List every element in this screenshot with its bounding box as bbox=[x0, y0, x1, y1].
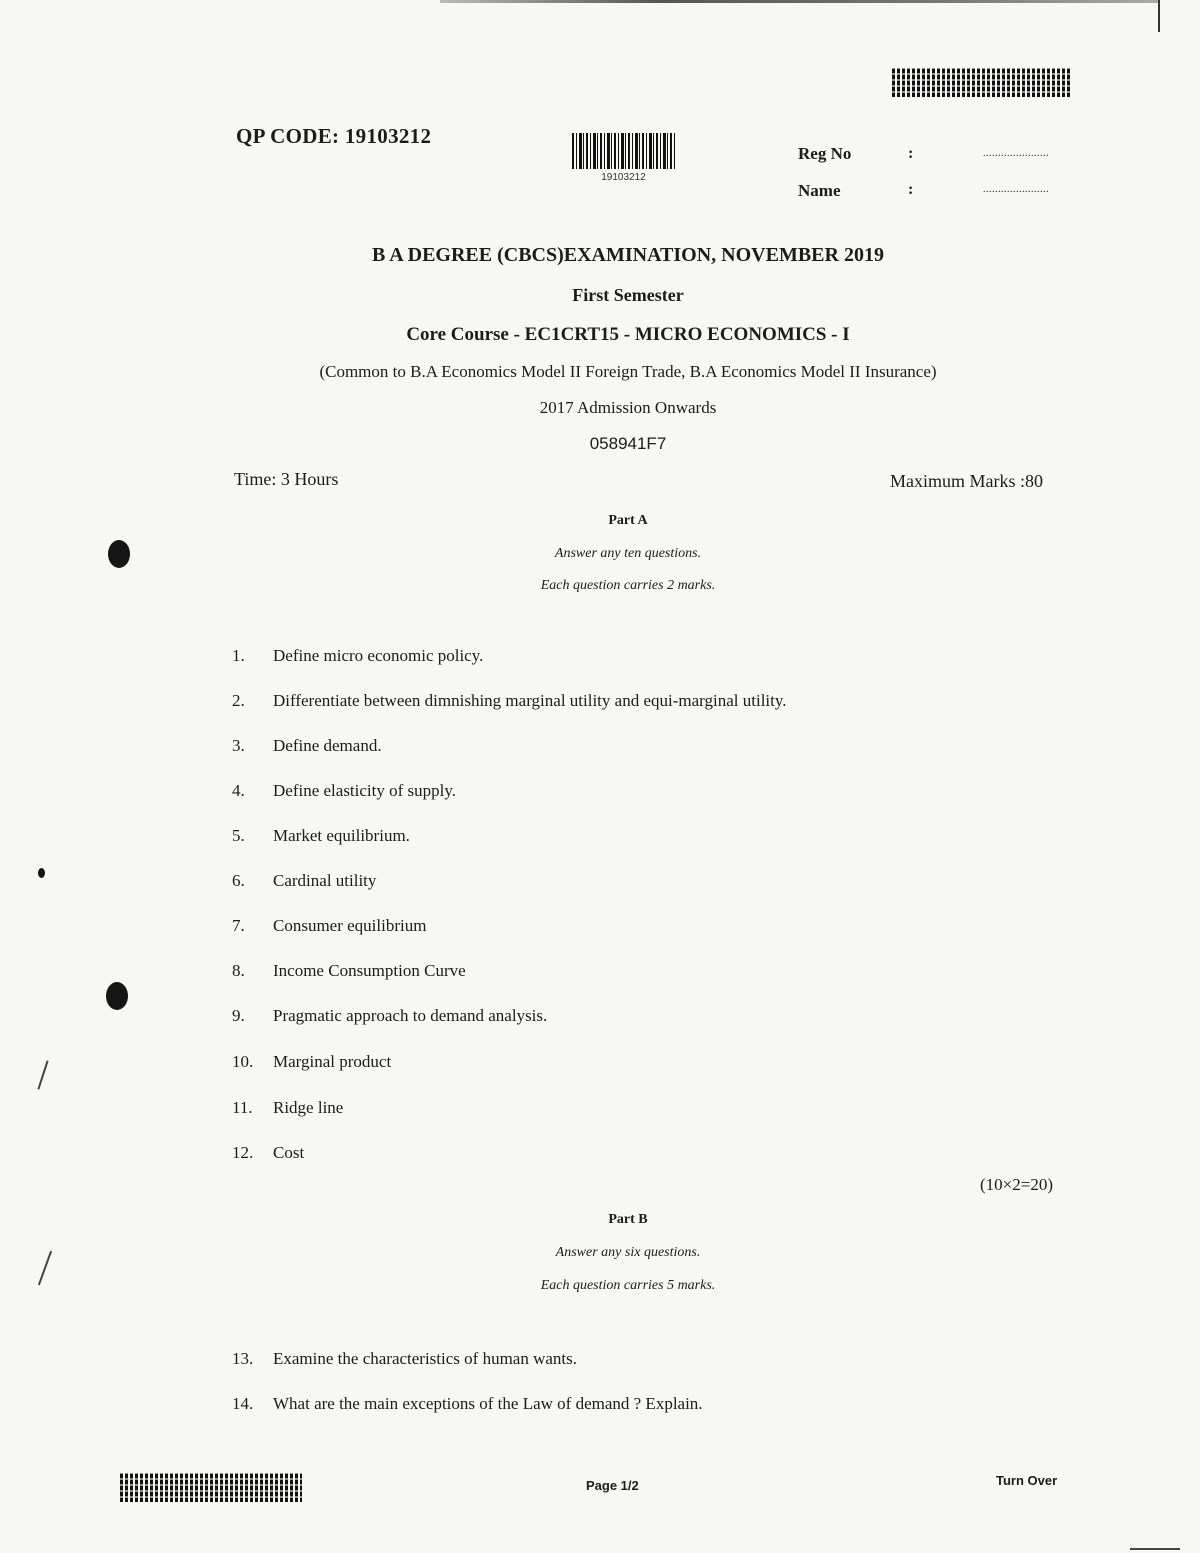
part-b-instruction: Answer any six questions. bbox=[555, 1245, 701, 1260]
question-number: 7. bbox=[232, 916, 245, 935]
barcode-number: 19103212 bbox=[601, 172, 646, 183]
question-text: Marginal product bbox=[273, 1052, 392, 1071]
question-text: Pragmatic approach to demand analysis. bbox=[273, 1006, 548, 1025]
question-number: 12. bbox=[232, 1143, 254, 1162]
question-number: 3. bbox=[232, 736, 245, 755]
barcode bbox=[572, 133, 675, 169]
part-a-instruction: Answer any ten questions. bbox=[554, 546, 702, 561]
question-text: Income Consumption Curve bbox=[273, 961, 466, 980]
reg-no-label: Reg No bbox=[798, 144, 852, 163]
question-text: Define demand. bbox=[273, 736, 382, 755]
question-number: 5. bbox=[232, 826, 245, 845]
qr-code-strip bbox=[892, 68, 1072, 97]
question-number: 1. bbox=[232, 646, 245, 665]
margin-pen-mark bbox=[37, 1060, 48, 1089]
turn-over-note: Turn Over bbox=[996, 1473, 1058, 1488]
question-number: 11. bbox=[232, 1098, 253, 1117]
question-number: 6. bbox=[232, 871, 245, 890]
question-number: 4. bbox=[232, 781, 245, 800]
maximum-marks: Maximum Marks :80 bbox=[890, 471, 1043, 491]
question-number: 8. bbox=[232, 961, 245, 980]
common-to-note: (Common to B.A Economics Model II Foreign Trade, B.A Economics Model II Insurance) bbox=[319, 362, 937, 381]
question-number: 9. bbox=[232, 1006, 245, 1025]
part-a-title: Part A bbox=[608, 513, 648, 528]
question-text: Define micro economic policy. bbox=[273, 646, 484, 665]
part-b-instruction: Each question carries 5 marks. bbox=[540, 1278, 716, 1293]
exam-title: B A DEGREE (CBCS)EXAMINATION, NOVEMBER 2019 bbox=[372, 244, 884, 266]
semester: First Semester bbox=[572, 285, 684, 305]
question-text: Market equilibrium. bbox=[273, 826, 410, 845]
reg-no-field[interactable]: ...................... bbox=[983, 148, 1049, 159]
name-field[interactable]: ...................... bbox=[983, 184, 1049, 195]
question-text: Define elasticity of supply. bbox=[273, 781, 457, 800]
time-allowed: Time: 3 Hours bbox=[234, 469, 339, 489]
question-text: Differentiate between dimnishing marginal utility and equi-marginal utility. bbox=[273, 691, 787, 710]
paper-id: 058941F7 bbox=[589, 434, 667, 453]
course-title: Core Course - EC1CRT15 - MICRO ECONOMICS - I bbox=[406, 324, 850, 345]
question-text: Cost bbox=[273, 1143, 305, 1162]
question-number: 10. bbox=[232, 1052, 254, 1071]
scan-edge-bottom bbox=[1130, 1548, 1180, 1550]
part-a-marks: (10×2=20) bbox=[980, 1175, 1053, 1194]
question-text: Cardinal utility bbox=[273, 871, 377, 890]
admission-note: 2017 Admission Onwards bbox=[539, 398, 717, 417]
footer-qr-code-strip bbox=[120, 1473, 302, 1502]
scan-edge-top bbox=[440, 0, 1160, 3]
name-colon: : bbox=[908, 181, 914, 198]
ink-spot bbox=[38, 868, 45, 878]
question-text: What are the main exceptions of the Law of demand ? Explain. bbox=[273, 1394, 703, 1413]
punch-hole-mark bbox=[106, 982, 128, 1010]
part-a-instruction: Each question carries 2 marks. bbox=[540, 578, 716, 593]
page-number: Page 1/2 bbox=[586, 1478, 639, 1493]
question-number: 2. bbox=[232, 691, 245, 710]
qp-code: QP CODE: 19103212 bbox=[236, 124, 432, 148]
reg-no-colon: : bbox=[908, 145, 914, 162]
scan-edge-right bbox=[1158, 0, 1160, 32]
part-b-title: Part B bbox=[608, 1212, 648, 1227]
question-text: Consumer equilibrium bbox=[273, 916, 427, 935]
question-text: Ridge line bbox=[273, 1098, 344, 1117]
question-number: 13. bbox=[232, 1349, 254, 1368]
question-number: 14. bbox=[232, 1394, 254, 1413]
question-text: Examine the characteristics of human wants. bbox=[273, 1349, 577, 1368]
name-label: Name bbox=[798, 181, 841, 200]
